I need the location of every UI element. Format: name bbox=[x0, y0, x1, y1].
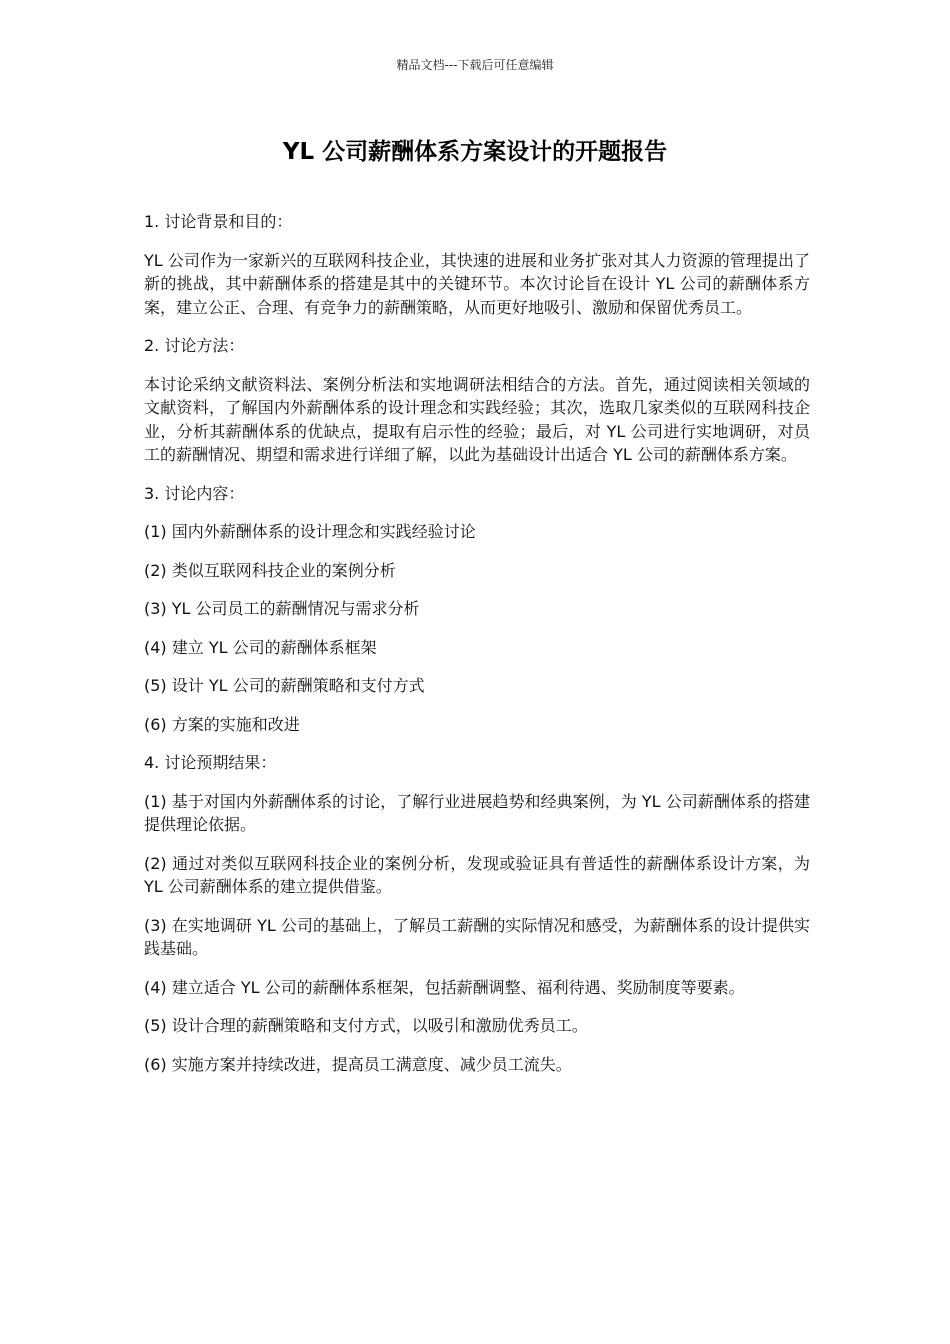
result-item-5: (5) 设计合理的薪酬策略和支付方式，以吸引和激励优秀员工。 bbox=[144, 1016, 588, 1035]
section-heading-method: 2. 讨论方法： bbox=[144, 336, 245, 355]
content-item-6: (6) 方案的实施和改进 bbox=[144, 714, 300, 734]
result-item-3: (3) 在实地调研 YL 公司的基础上，了解员工薪酬的实际情况和感受，为薪酬体系的设计提供实践基础。 bbox=[144, 915, 810, 958]
content-item-5: (5) 设计 YL 公司的薪酬策略和支付方式 bbox=[144, 676, 425, 695]
paragraph-background: YL 公司作为一家新兴的互联网科技企业，其快速的进展和业务扩张对其人力资源的管理提出了新的挑战，其中薪酬体系的搭建是其中的关键环节。本次讨论旨在设计 YL 公司的薪酬体系方案，建立公正、合理、有竞争力的薪酬策略，从而更好地吸引、激励和保留优秀员工。 bbox=[144, 250, 810, 317]
content-item-2: (2) 类似互联网科技企业的案例分析 bbox=[144, 560, 396, 580]
section-heading-content: 3. 讨论内容： bbox=[144, 483, 245, 503]
result-item-1: (1) 基于对国内外薪酬体系的讨论，了解行业进展趋势和经典案例，为 YL 公司薪酬体系的搭建提供理论依据。 bbox=[144, 791, 810, 834]
result-item-2: (2) 通过对类似互联网科技企业的案例分析，发现或验证具有普适性的薪酬体系设计方案，为 YL 公司薪酬体系的建立提供借鉴。 bbox=[144, 853, 810, 896]
paragraph-method: 本讨论采纳文献资料法、案例分析法和实地调研法相结合的方法。首先，通过阅读相关领域的文献资料，了解国内外薪酬体系的设计理念和实践经验；其次，选取几家类似的互联网科技企业，分析其薪酬体系的优缺点，提取有启示性的经验；最后，对 YL 公司进行实地调研，对员工的薪酬情况、期望和需求进行详细了解，以此为基础设计出适合 YL 公司的薪酬体系方案。 bbox=[144, 374, 810, 464]
header-note: 精品文档---下载后可任意编辑 bbox=[396, 58, 554, 72]
section-heading-background: 1. 讨论背景和目的： bbox=[144, 212, 293, 231]
result-item-6: (6) 实施方案并持续改进，提高员工满意度、减少员工流失。 bbox=[144, 1054, 572, 1074]
document-body bbox=[144, 210, 810, 1091]
document-title: YL 公司薪酬体系方案设计的开题报告 bbox=[282, 139, 668, 165]
content-item-3: (3) YL 公司员工的薪酬情况与需求分析 bbox=[144, 599, 420, 618]
content-item-1: (1) 国内外薪酬体系的设计理念和实践经验讨论 bbox=[144, 522, 476, 541]
section-heading-results: 4. 讨论预期结果： bbox=[144, 753, 277, 772]
result-item-4: (4) 建立适合 YL 公司的薪酬体系框架，包括薪酬调整、福利待遇、奖励制度等要素。 bbox=[144, 977, 745, 997]
content-item-4: (4) 建立 YL 公司的薪酬体系框架 bbox=[144, 637, 377, 657]
